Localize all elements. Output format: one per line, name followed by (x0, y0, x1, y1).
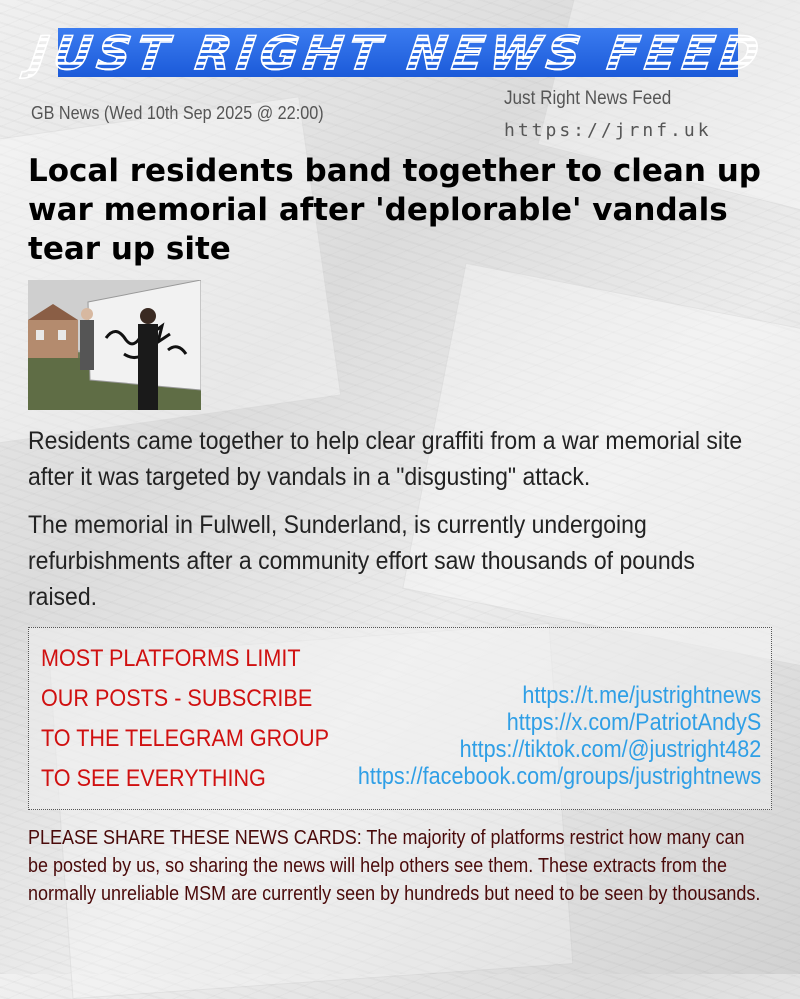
facebook-link[interactable]: https://facebook.com/groups/justrightnews (357, 763, 761, 790)
promo-text-line: TO THE TELEGRAM GROUP (41, 725, 330, 752)
promo-text-line: MOST PLATFORMS LIMIT (41, 645, 301, 672)
tiktok-link[interactable]: https://tiktok.com/@justright482 (459, 736, 761, 763)
brand-url[interactable]: https://jrnf.uk (504, 120, 712, 141)
promo-text-line: OUR POSTS - SUBSCRIBE (41, 685, 313, 712)
promo-text-line: TO SEE EVERYTHING (41, 765, 266, 792)
article-source: GB News (Wed 10th Sep 2025 @ 22:00) (31, 103, 324, 123)
telegram-link[interactable]: https://t.me/justrightnews (522, 682, 761, 709)
article-headline: Local residents band together to clean up war memorial after 'deplorable' vandals tear up site (28, 153, 761, 267)
banner-title: JUST RIGHT NEWS FEED (27, 25, 769, 80)
x-link[interactable]: https://x.com/PatriotAndyS (506, 709, 761, 736)
photo-illustration (28, 280, 201, 410)
article-paragraph: The memorial in Fulwell, Sunderland, is currently undergoing refurbishments after a community effort saw thousands of pounds raised. (28, 511, 695, 611)
article-photo (28, 280, 201, 410)
article-paragraph: Residents came together to help clear graffiti from a war memorial site after it was targeted by vandals in a "disgusting" attack. (28, 427, 743, 491)
subscribe-panel (28, 627, 772, 810)
site-banner (27, 25, 769, 80)
share-note: PLEASE SHARE THESE NEWS CARDS: The majority of platforms restrict how many can be posted by us, so sharing the news will help others see them. These extracts from the normally unreliable MSM are currently seen by hundreds but need to be seen by thousands. (28, 827, 761, 905)
social-links (313, 682, 761, 790)
brand-name: Just Right News Feed (504, 88, 672, 109)
